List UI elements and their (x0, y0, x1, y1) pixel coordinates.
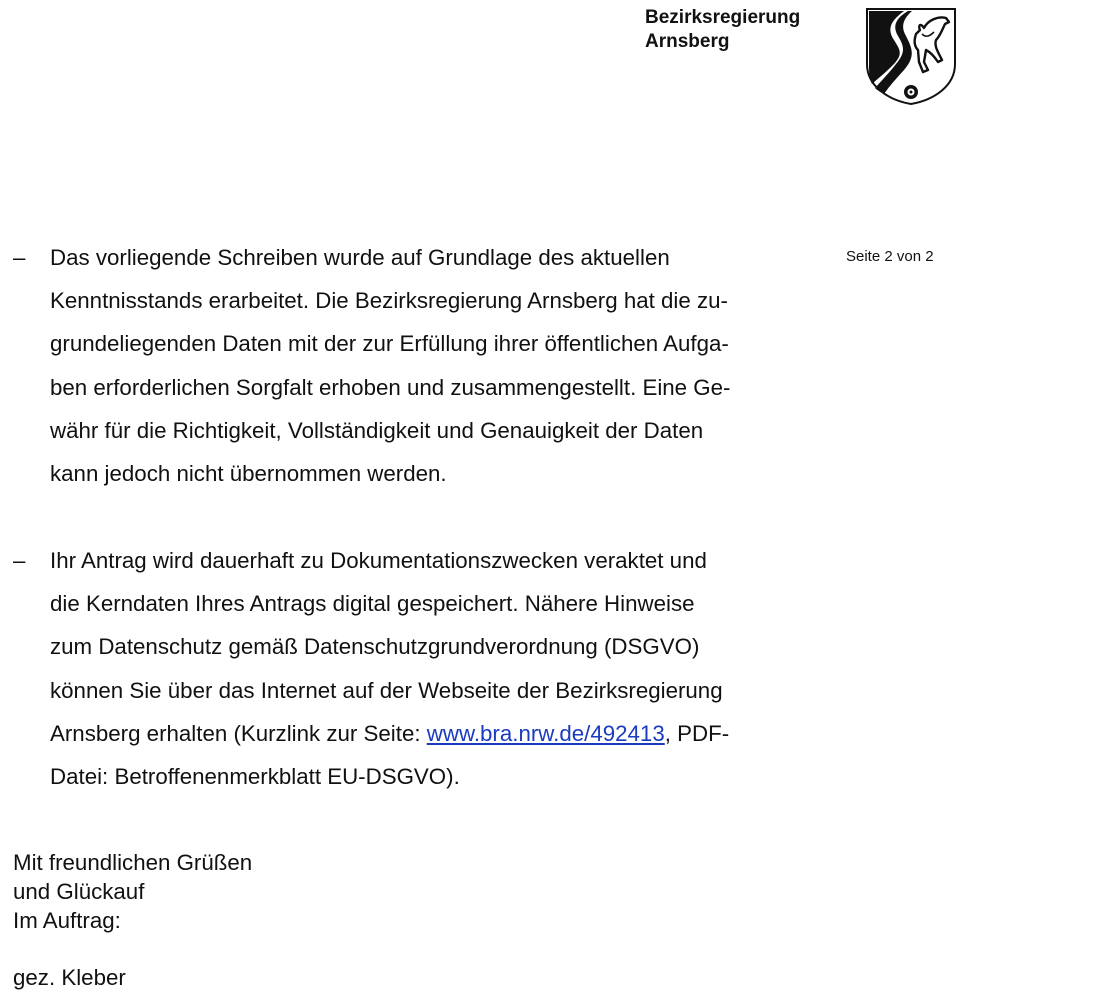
closing-line-3: Im Auftrag: (13, 908, 121, 933)
paragraph-text-after-link: , PDF- Datei: Betroffenenmerkblatt EU-DSGVO). (50, 720, 730, 790)
paragraph-disclaimer (13, 236, 833, 495)
dsgvo-shortlink[interactable]: www.bra.nrw.de/492413 (426, 720, 665, 746)
paragraph-data-protection (13, 539, 833, 798)
signature: gez. Kleber (13, 965, 126, 990)
authority-line-2: Arnsberg (645, 31, 730, 52)
closing-line-2: und Glückauf (13, 879, 145, 904)
paragraph-text-before-link: Ihr Antrag wird dauerhaft zu Dokumentationszwecken veraktet und die Kerndaten Ihres Antrags digital gespeichert. Nähere Hinweise zum Datenschutz gemäß Datenschutzgrundverordnung (DSGVO) können Sie über das Internet auf der Webseite der Bezirksregierung Arnsberg erhalten (Kurzlink zur Seite: (50, 548, 723, 746)
page-number: Seite 2 von 2 (846, 248, 934, 265)
nrw-coat-of-arms-icon (864, 6, 958, 106)
paragraph-text (50, 539, 833, 798)
authority-line-1: Bezirksregierung (645, 7, 801, 28)
paragraph-text: Das vorliegende Schreiben wurde auf Grundlage des aktuellen Kenntnisstands erarbeitet. Die Bezirksregierung Arnsberg hat die zu- grundeliegenden Daten mit der zur Erfüllung ihrer öffentlichen Aufga- ben erforderlichen Sorgfalt erhoben und zusammengestellt. Eine Ge- währ für die Richtigkeit, Vollständigkeit und Genauigkeit der Daten kann jedoch nicht übernommen werden. (50, 245, 731, 487)
authority-name (645, 6, 800, 54)
closing-block (13, 848, 252, 935)
closing-line-1: Mit freundlichen Grüßen (13, 850, 253, 875)
bullet-dash: – (13, 548, 26, 573)
bullet-dash: – (13, 245, 26, 270)
